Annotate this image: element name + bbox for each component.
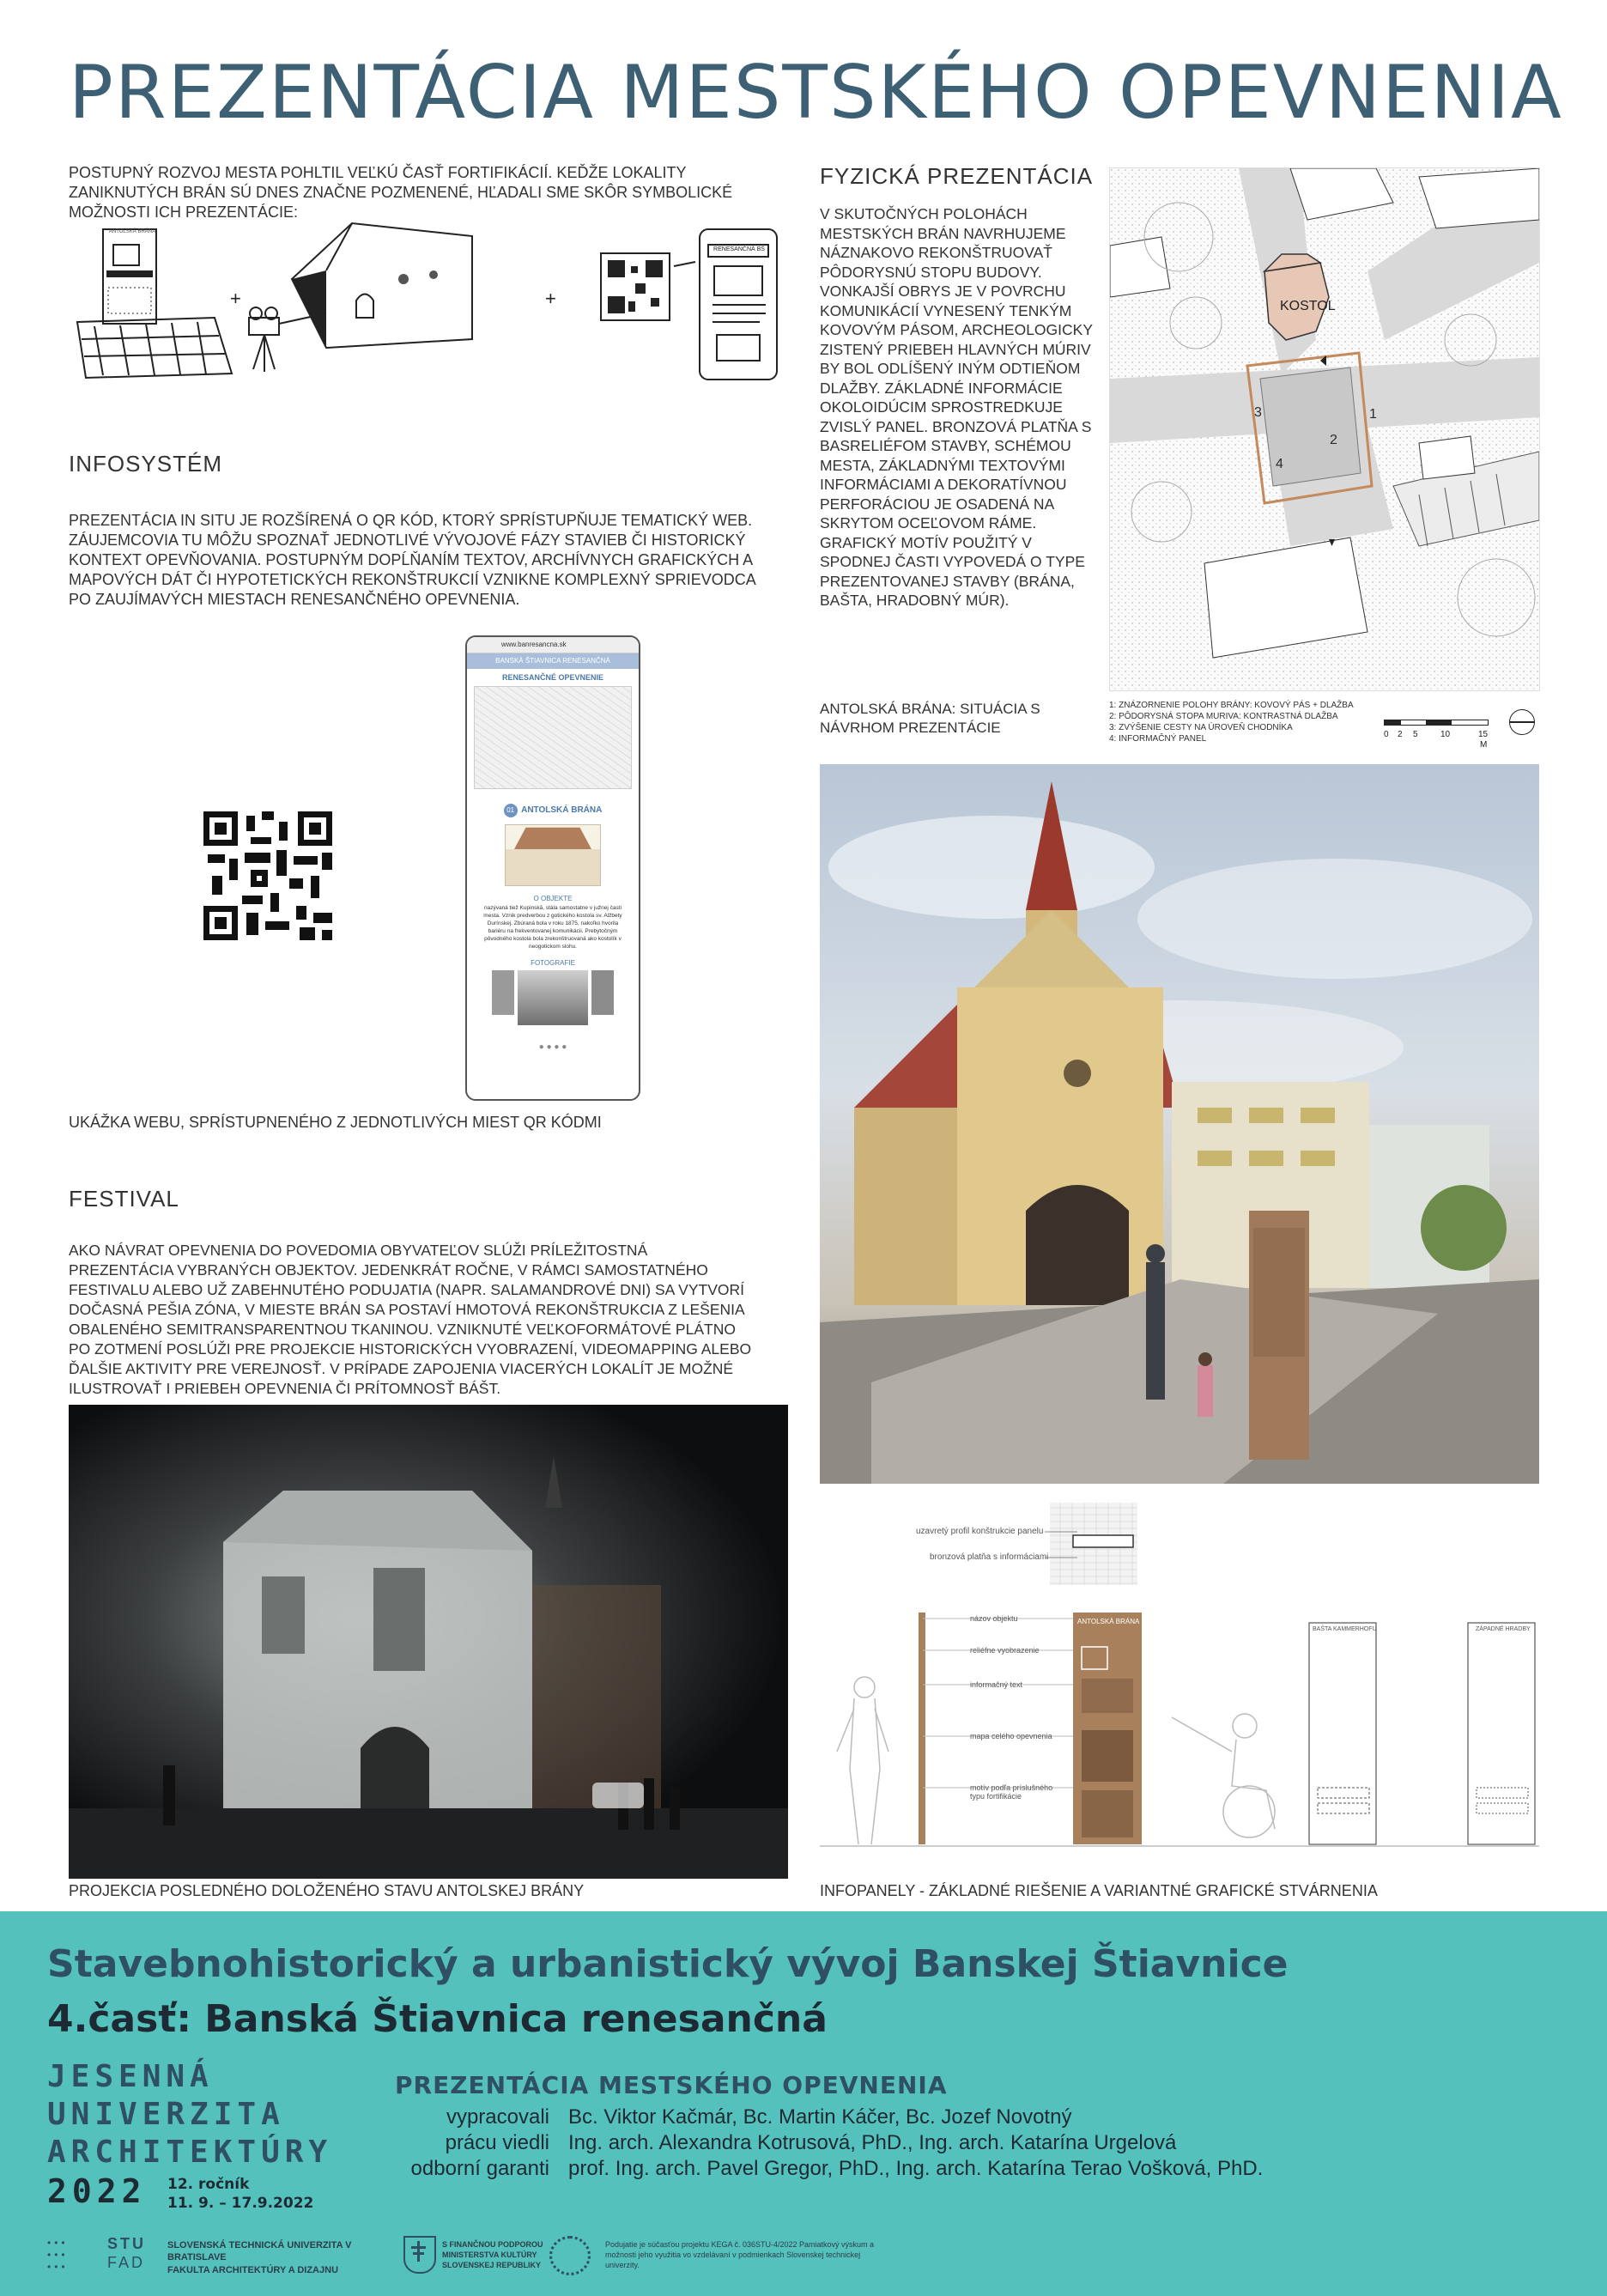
ministry-support: S FINANČNOU PODPOROU MINISTERSTVA KULTÚRY SLOVENSKEJ REPUBLIKY bbox=[442, 2240, 543, 2269]
sketch-illustrations bbox=[69, 219, 790, 391]
scale-tick-5: 5 bbox=[1413, 730, 1418, 739]
web-caption: UKÁŽKA WEBU, SPRÍSTUPNENÉHO Z JEDNOTLIVÝCH MIEST QR KÓDMI bbox=[69, 1114, 602, 1131]
scale-tick-0: 0 bbox=[1384, 730, 1389, 739]
plate-label: bronzová platňa s informáciami bbox=[930, 1552, 1049, 1562]
festival-heading: FESTIVAL bbox=[69, 1186, 179, 1212]
church-visualization-photo bbox=[820, 764, 1539, 1484]
map-legend-item-2: 2: PÔDORYSNÁ STOPA MURIVA: KONTRASTNÁ DLAŽBA bbox=[1109, 712, 1338, 721]
web-mock-item-number: 01 bbox=[504, 804, 518, 817]
church-scene bbox=[820, 764, 1539, 1484]
physical-heading: FYZICKÁ PREZENTÁCIA bbox=[820, 163, 1094, 189]
kega-note: Podujatie je súčasťou projektu KEGA č. 036STU-4/2022 Pamiatkový výskum a možnosti jeho využitia vo vzdelávaní v podmienkach Slovenskej technickej univerzity. bbox=[605, 2240, 875, 2269]
project-title: PREZENTÁCIA MESTSKÉHO OPEVNENIA bbox=[395, 2071, 948, 2099]
infopanel-drawings bbox=[820, 1494, 1539, 1872]
festival-text: AKO NÁVRAT OPEVNENIA DO POVEDOMIA OBYVATEĽOV SLÚŽI PRÍLEŽITOSTNÁ PREZENTÁCIA VYBRANÝCH OBJEKTOV. JEDENKRÁT ROČNE, V RÁMCI SAMOSTATNÉHO FESTIVALU ALEBO UŽ ZABEHNUTÉHO PODUJATIA (NAPR. SALAMANDROVÉ DNI) SA VYTVORÍ DOČASNÁ PEŠIA ZÓNA, V MIESTE BRÁN SA POSTAVÍ HMOTOVÁ REKONŠTRUKCIA Z LEŠENIA OBALENÉHO SEMITRANSPARENTNOU TKANINOU. VZNIKNUTÉ VEĽKOFORMÁTOVÉ PLÁTNO PO ZOTMENÍ POSLÚŽI PRE PROJEKCIE HISTORICKÝCH VYOBRAZENÍ, VIDEOMAPPING ALEBO ĎALŠIE AKTIVITY PRE VEREJNOSŤ. V PRÍPADE ZAPOJENIA VIACERÝCH LOKALÍT JE MOŽNÉ ILUSTROVAŤ I PRIEBEH OPEVNENIA ČI PRÍTOMNOSŤ BÁŠT. bbox=[69, 1242, 752, 1397]
site-map-drawing bbox=[1110, 168, 1539, 690]
north-arrow-icon bbox=[1509, 709, 1535, 735]
web-mock-gallery bbox=[467, 970, 639, 1025]
panel-sketch bbox=[77, 229, 232, 378]
stu-fad-logo bbox=[47, 2233, 150, 2276]
credit-label-guarantors: odborní garanti bbox=[410, 2157, 549, 2180]
credit-value-supervisors: Ing. arch. Alexandra Kotrusová, PhD., Ing. arch. Katarína Urgelová bbox=[568, 2131, 1177, 2154]
web-mock-about-text: nazývaná tiež Kupinskă, stála samostatne v južnej časti mesta. Vznik predverbou z gotického kostola sv. Alžbety Durínskej. Zbúraná bola v roku 1875, nakoľko hvorila bariéru na frekventovanej komunikácii. Prebytočným pôvodného kostola bola zrekonštruovaná ako kostolík v neogotickom slohu. bbox=[483, 905, 622, 950]
panel-label-text: informačný text bbox=[970, 1680, 1023, 1689]
jua-line-3: ARCHITEKTÚRY bbox=[47, 2135, 333, 2170]
web-mock-site-title: BANSKÁ ŠTIAVNICA RENESANČNÁ bbox=[467, 653, 639, 669]
night-scene bbox=[69, 1405, 788, 1879]
infosystem-heading: INFOSYSTÉM bbox=[69, 451, 223, 477]
stu-name: SLOVENSKÁ TECHNICKÁ UNIVERZITA V BRATISLAVE bbox=[167, 2240, 352, 2263]
fad-logo-text: FAD bbox=[107, 2254, 146, 2271]
sketch-panel-label: ANTOLSKÁ BRÁNA bbox=[108, 229, 156, 234]
web-mock-section: RENESANČNÉ OPEVNENIE bbox=[501, 673, 604, 682]
qr-code bbox=[203, 811, 332, 940]
scale-tick-10: 10 bbox=[1440, 730, 1451, 739]
physical-text: V SKUTOČNÝCH POLOHÁCH MESTSKÝCH BRÁN NAVRHUJEME NÁZNAKOVO REKONŠTRUOVAŤ PÔDORYSNÚ STOPU BUDOVY. VONKAJŠÍ OBRYS JE V POVRCHU KOMUNIKÁCIÍ VYNESENÝ TENKÝM KOVOVÝM PÁSOM, ARCHEOLOGICKY ZISTENÝ PRIEBEH HLAVNÝCH MÚRIV BY BOL ODLÍŠENÝ INÝM ODTIEŇOM DLAŽBY. ZÁKLADNÉ INFORMÁCIE OKOLOIDÚCIM SPROSTREDKUJE ZVISLÝ PANEL. BRONZOVÁ PLATŇA S BASRELIÉFOM STAVBY, SCHÉMOU MESTA, ZÁKLADNÝMI TEXTOVÝMI INFORMÁCIAMI A DEKORATÍVNOU PERFORÁCIOU JE OSADENÁ NA SKRYTOM OCEĽOVOM RÁME. GRAFICKÝ MOTÍV POUŽITÝ V SPODNEJ ČASTI VYPOVEDÁ O TYPE PREZENTOVANEJ STAVBY (BRÁNA, BAŠTA, HRADOBNÝ MÚR). bbox=[820, 205, 1093, 609]
stu-logo-text: STU bbox=[107, 2235, 146, 2252]
profile-label: uzavretý profil konštrukcie panelu bbox=[916, 1527, 1044, 1536]
web-mock-item-title: ANTOLSKÁ BRÁNA bbox=[521, 805, 603, 815]
panel-label-map: mapa celého opevnenia bbox=[970, 1732, 1052, 1740]
map-caption: ANTOLSKÁ BRÁNA: SITUÁCIA S NÁVRHOM PREZENTÁCIE bbox=[820, 701, 1040, 736]
edition: 12. ročník bbox=[167, 2176, 250, 2193]
sketch-phone-label: RENESANČNÁ BŠ bbox=[713, 246, 765, 252]
intro-text: POSTUPNÝ ROZVOJ MESTA POHLTIL VEĽKÚ ČASŤ FORTIFIKÁCIÍ. KEĎŽE LOKALITY ZANIKNUTÝCH BRÁN SÚ DNES ZNAČNE POZMENENÉ, HĽADALI SME SKÔR SYMBOLICKÉ MOŽNOSTI ICH PREZENTÁCIE: bbox=[69, 164, 733, 221]
infopanel-lines bbox=[820, 1494, 1539, 1872]
map-kostol-label: KOSTOL bbox=[1280, 299, 1336, 313]
panel-label-name: názov objektu bbox=[970, 1614, 1018, 1623]
web-mock-gallery-heading: FOTOGRAFIE bbox=[531, 959, 575, 967]
festival-dates: 11. 9. – 17.9.2022 bbox=[167, 2195, 314, 2212]
infopanels-caption: INFOPANELY - ZÁKLADNÉ RIEŠENIE A VARIANTNÉ GRAFICKÉ STVÁRNENIA bbox=[820, 1882, 1378, 1899]
credit-label-supervisors: prácu viedli bbox=[445, 2131, 549, 2154]
part-title: 4.časť: Banská Štiavnica renesančná bbox=[47, 1997, 828, 2041]
credit-value-guarantors: prof. Ing. arch. Pavel Gregor, PhD., Ing. arch. Katarína Terao Vošková, PhD. bbox=[568, 2157, 1264, 2180]
map-marker-3: 3 bbox=[1254, 405, 1262, 420]
projection-sketch bbox=[249, 223, 472, 372]
credits-table bbox=[343, 2105, 1374, 2183]
panel-label-relief: reliéfne vyobrazenie bbox=[970, 1646, 1040, 1655]
map-marker-1: 1 bbox=[1369, 407, 1377, 422]
jua-line-2: UNIVERZITA bbox=[47, 2097, 285, 2132]
concept-sketches bbox=[69, 219, 790, 391]
night-projection-photo bbox=[69, 1405, 788, 1879]
night-photo-caption: PROJEKCIA POSLEDNÉHO DOLOŽENÉHO STAVU ANTOLSKEJ BRÁNY bbox=[69, 1882, 585, 1899]
laurel-logo-icon bbox=[549, 2236, 591, 2275]
web-mock-building-image bbox=[505, 824, 601, 886]
site-map bbox=[1109, 167, 1540, 691]
panel3-title: ZÁPADNÉ HRADBY bbox=[1476, 1626, 1531, 1632]
map-legend bbox=[1109, 700, 1384, 744]
scale-unit: M bbox=[1480, 740, 1488, 750]
map-legend-item-1: 1: ZNÁZORNENIE POLOHY BRÁNY: KOVOVÝ PÁS + DLAŽBA bbox=[1109, 701, 1354, 710]
footer-band bbox=[0, 1911, 1607, 2296]
plus-sign-1: + bbox=[230, 288, 241, 309]
map-marker-4: 4 bbox=[1276, 457, 1283, 471]
infosystem-text: PREZENTÁCIA IN SITU JE ROZŠÍRENÁ O QR KÓD, KTORÝ SPRÍSTUPŇUJE TEMATICKÝ WEB. ZÁUJEMCOVIA TU MÔŽU SPOZNAŤ JEDNOTLIVÉ VÝVOJOVÉ FÁZY STAVIEB ČI HISTORICKÝ KONTEXT OPEVŇOVANIA. POSTUPNÝM DOPĹŇANÍM TEXTOV, ARCHÍVNYCH GRAFICKÝCH A MAPOVÝCH DÁT ČI HYPOTETICKÝCH REKONŠTRUKCIÍ VZNIKNE KOMPLEXNÝ SPRIEVODCA PO ZAUJÍMAVÝCH MIESTACH RENESANČNÉHO OPEVNENIA. bbox=[69, 512, 755, 608]
scale-tick-2: 2 bbox=[1398, 730, 1403, 739]
panel2-title: BAŠTA KAMMERHOFU bbox=[1313, 1626, 1377, 1632]
panel1-title: ANTOLSKÁ BRÁNA bbox=[1077, 1618, 1140, 1625]
plus-sign-2: + bbox=[545, 288, 556, 309]
jua-line-1: JESENNÁ bbox=[47, 2059, 214, 2094]
map-marker-2: 2 bbox=[1330, 433, 1337, 447]
map-legend-item-3: 3: ZVÝŠENIE CESTY NA ÚROVEŇ CHODNÍKA bbox=[1109, 723, 1293, 732]
web-mock-about-heading: O OBJEKTE bbox=[533, 895, 573, 902]
web-mock-map bbox=[474, 686, 632, 789]
fad-name: FAKULTA ARCHITEKTÚRY A DIZAJNU bbox=[167, 2265, 339, 2275]
web-mock-url: www.banresancna.sk bbox=[467, 637, 639, 653]
jua-year: 2022 bbox=[47, 2172, 147, 2210]
scale-tick-15: 15 bbox=[1478, 730, 1489, 739]
web-mock-phone bbox=[465, 635, 640, 1101]
web-mock-pager-dots: ● ● ● ● bbox=[538, 1042, 567, 1052]
poster-title: PREZENTÁCIA MESTSKÉHO OPEVNENIA bbox=[69, 50, 1563, 136]
credit-value-authors: Bc. Viktor Kačmár, Bc. Martin Káčer, Bc. Jozef Novotný bbox=[568, 2105, 1072, 2129]
map-scale-bar bbox=[1384, 720, 1504, 750]
stu-dots-icon: ••• ••• ••• bbox=[47, 2237, 69, 2273]
credit-label-authors: vypracovali bbox=[446, 2105, 549, 2129]
map-legend-item-4: 4: INFORMAČNÝ PANEL bbox=[1109, 734, 1207, 744]
series-title: Stavebnohistorický a urbanistický vývoj Banskej Štiavnice bbox=[47, 1942, 1289, 1986]
slovak-crest-icon bbox=[403, 2236, 436, 2274]
panel-label-motif: motív podľa príslušného typu fortifikácie bbox=[970, 1783, 1053, 1801]
